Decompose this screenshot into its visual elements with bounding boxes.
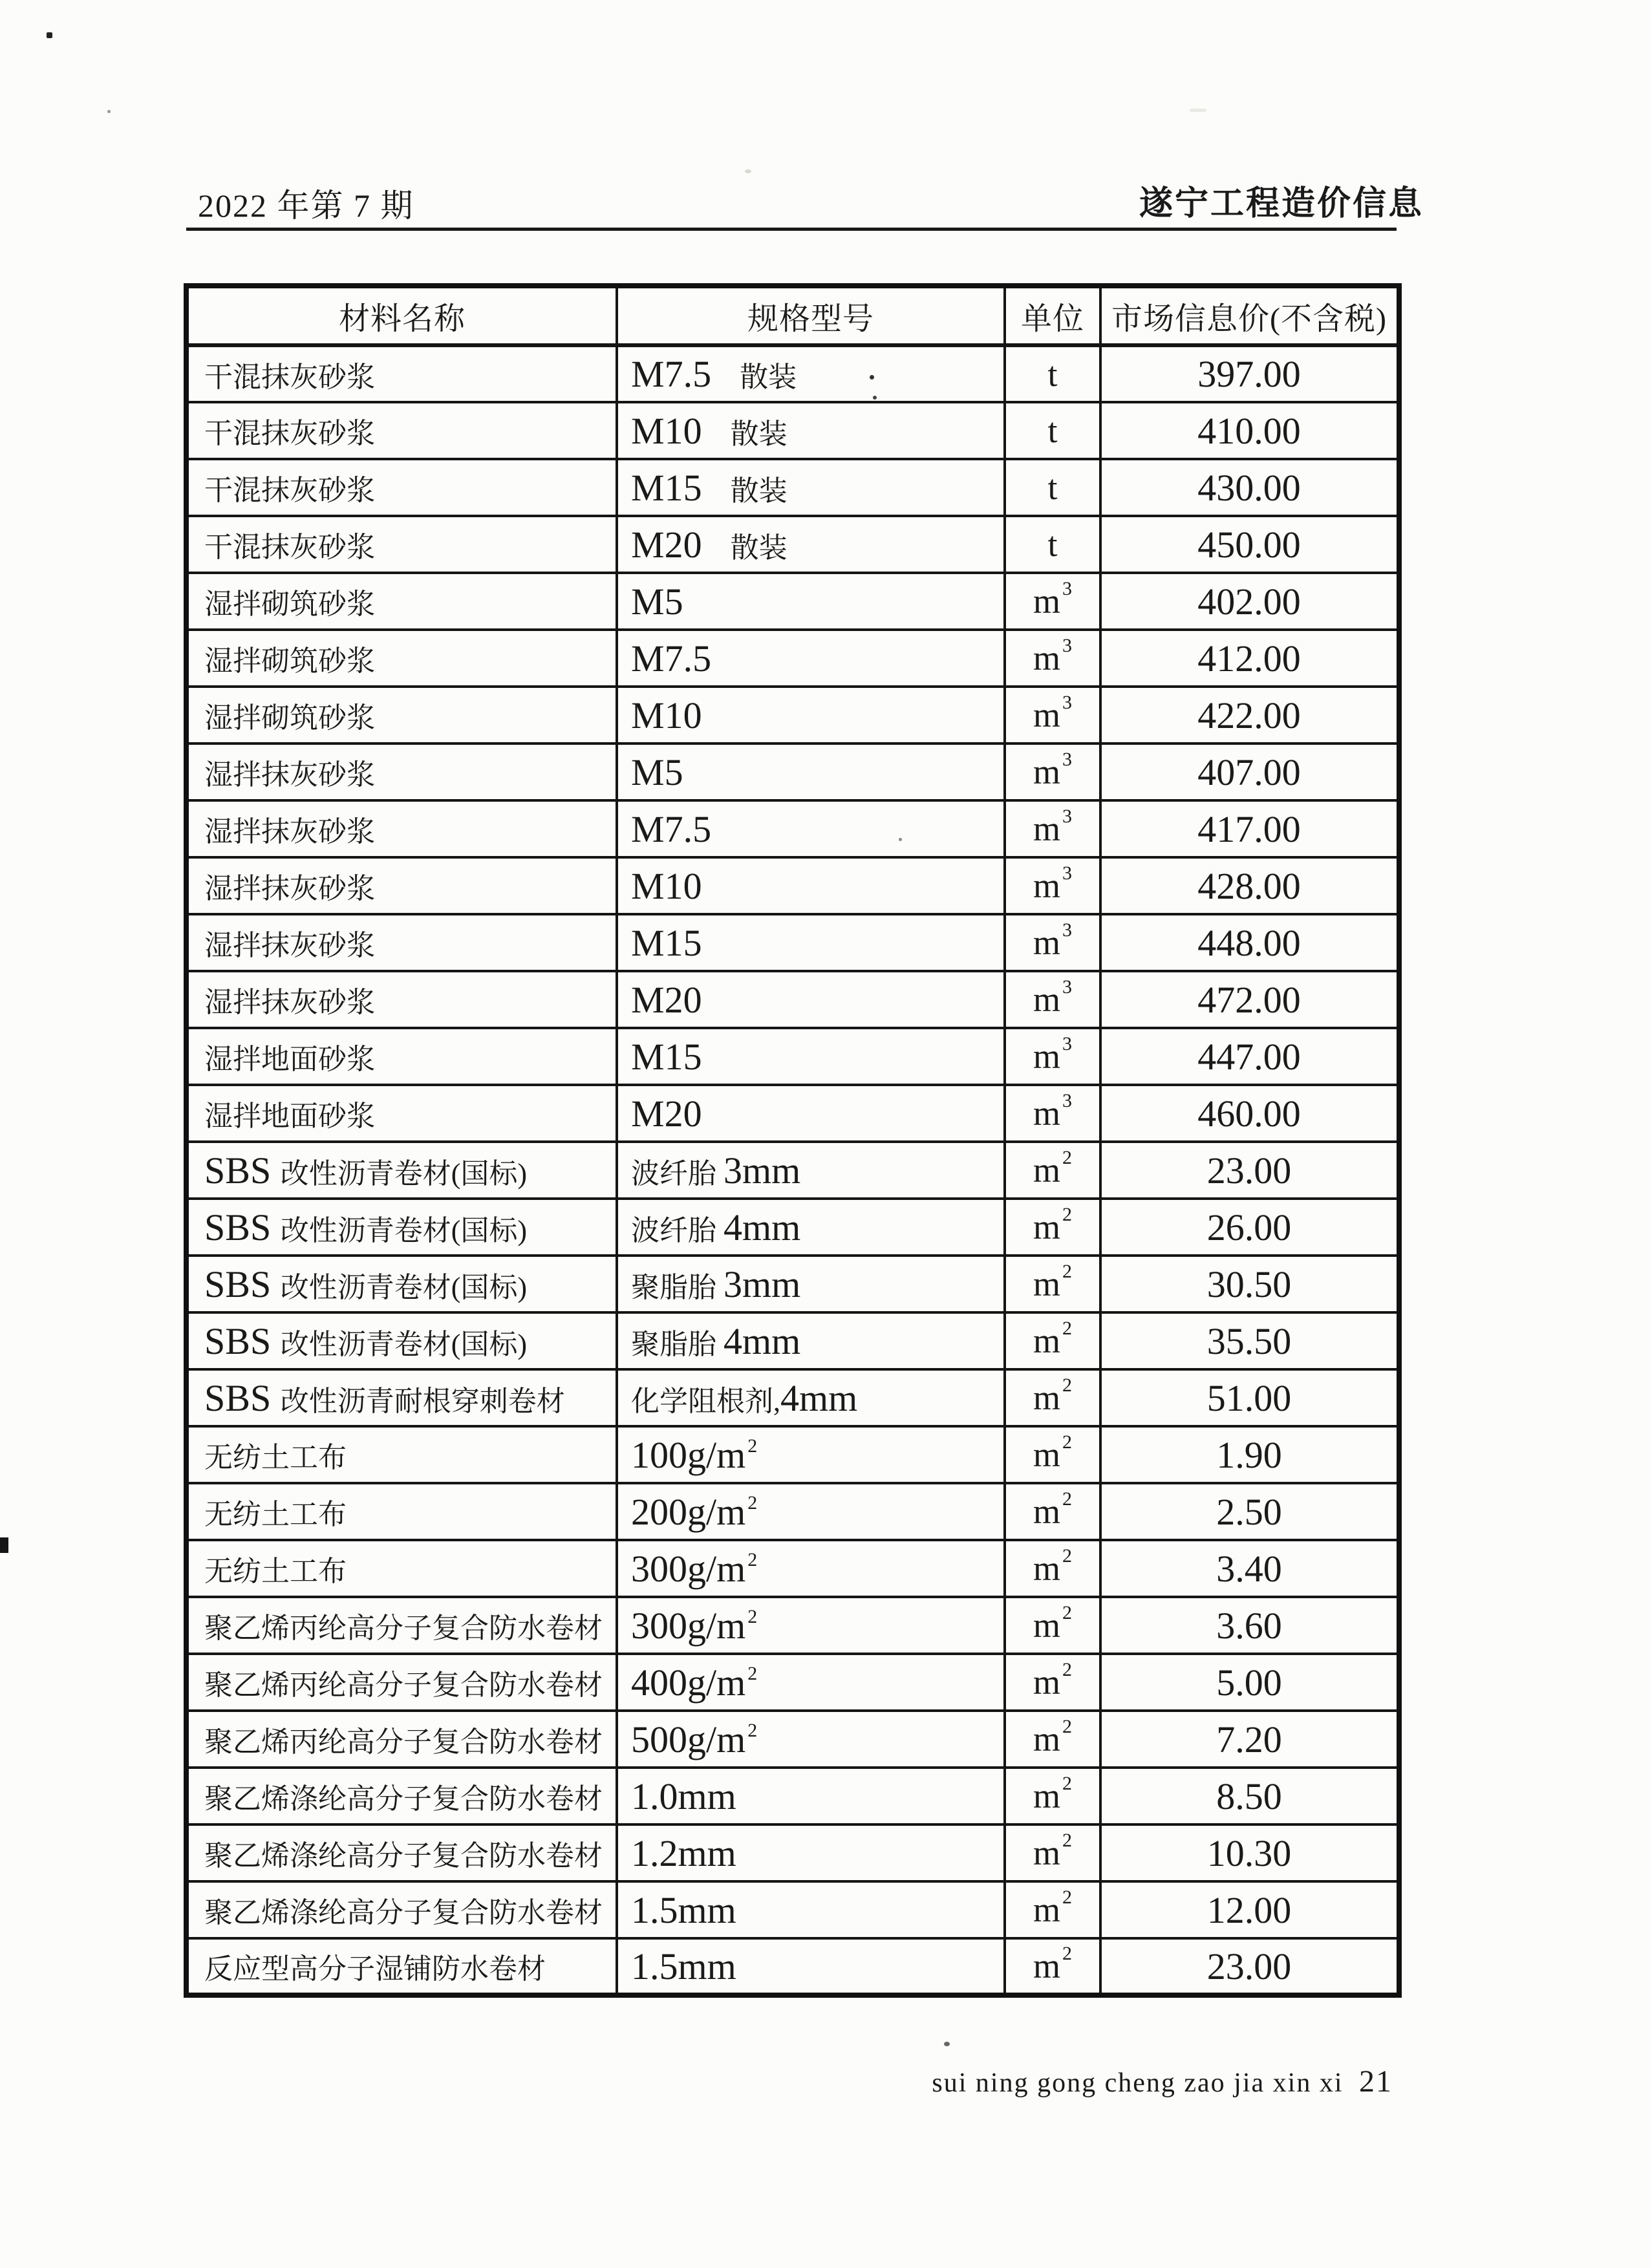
cell-specification: 1.0mm	[617, 1768, 1005, 1824]
table-row	[186, 1483, 1399, 1540]
cell-market-price: 10.30	[1100, 1824, 1399, 1881]
cell-material-name: 湿拌抹灰砂浆	[186, 857, 617, 914]
superscript: 2	[1062, 1659, 1072, 1680]
cell-material-name: 聚乙烯丙纶高分子复合防水卷材	[186, 1597, 617, 1654]
table-row	[186, 459, 1399, 516]
cell-unit: m $^2$	[1005, 1768, 1100, 1824]
table-body	[186, 345, 1399, 1995]
cell-unit: m $^3$	[1005, 800, 1100, 857]
cell-market-price: 30.50	[1100, 1256, 1399, 1312]
superscript: 2	[1062, 1488, 1072, 1510]
superscript: 3	[1062, 806, 1072, 827]
table-row	[186, 1028, 1399, 1085]
cell-specification: M20	[617, 971, 1005, 1028]
cell-unit: t	[1005, 402, 1100, 459]
cell-market-price: 397.00	[1100, 345, 1399, 402]
header-rule	[186, 228, 1397, 231]
scan-artifact	[47, 32, 52, 38]
cell-material-name: 聚乙烯丙纶高分子复合防水卷材	[186, 1711, 617, 1768]
cell-specification: M7.5	[617, 800, 1005, 857]
cell-specification: 300g/m $^2$	[617, 1540, 1005, 1597]
table-row	[186, 971, 1399, 1028]
cell-unit: m $^2$	[1005, 1312, 1100, 1369]
cell-unit: m $^2$	[1005, 1824, 1100, 1881]
cell-specification: M7.5	[617, 630, 1005, 687]
cell-specification: 1.2mm	[617, 1824, 1005, 1881]
scan-artifact	[870, 375, 874, 380]
cell-material-name: 反应型高分子湿铺防水卷材	[186, 1938, 617, 1995]
scan-artifact	[873, 396, 877, 400]
table-row	[186, 516, 1399, 573]
cell-market-price: 5.00	[1100, 1654, 1399, 1711]
table-row	[186, 630, 1399, 687]
cell-material-name: SBS 改性沥青卷材(国标)	[186, 1256, 617, 1312]
cell-market-price: 412.00	[1100, 630, 1399, 687]
superscript: 3	[1062, 578, 1072, 599]
cell-material-name: SBS 改性沥青卷材(国标)	[186, 1312, 617, 1369]
cell-specification: 1.5mm	[617, 1881, 1005, 1938]
superscript: 2	[1062, 1716, 1072, 1737]
table-row	[186, 1597, 1399, 1654]
superscript: 2	[747, 1662, 758, 1684]
cell-specification: 200g/m $^2$	[617, 1483, 1005, 1540]
cell-unit: t	[1005, 345, 1100, 402]
cell-material-name: 湿拌抹灰砂浆	[186, 914, 617, 971]
cell-unit: m $^2$	[1005, 1711, 1100, 1768]
cell-unit: m $^2$	[1005, 1199, 1100, 1256]
superscript: 2	[747, 1548, 758, 1570]
cell-material-name: 无纺土工布	[186, 1426, 617, 1483]
superscript: 3	[1062, 976, 1072, 998]
cell-unit: m $^3$	[1005, 971, 1100, 1028]
cell-material-name: 无纺土工布	[186, 1483, 617, 1540]
cell-unit: m $^2$	[1005, 1369, 1100, 1426]
table-row	[186, 800, 1399, 857]
superscript: 2	[747, 1719, 758, 1741]
cell-unit: m $^3$	[1005, 687, 1100, 744]
cell-unit: m $^2$	[1005, 1654, 1100, 1711]
cell-unit: m $^2$	[1005, 1540, 1100, 1597]
superscript: 2	[1062, 1773, 1072, 1794]
superscript: 3	[1062, 749, 1072, 770]
cell-specification: 聚脂胎 3mm	[617, 1256, 1005, 1312]
table-row	[186, 1938, 1399, 1995]
cell-specification: 500g/m $^2$	[617, 1711, 1005, 1768]
superscript: 2	[1062, 1830, 1072, 1851]
table-row	[186, 402, 1399, 459]
superscript: 2	[1062, 1943, 1072, 1964]
cell-material-name: 湿拌砌筑砂浆	[186, 573, 617, 630]
cell-specification: M20	[617, 1085, 1005, 1142]
scan-artifact	[944, 2042, 950, 2046]
cell-specification: 化学阻根剂,4mm	[617, 1369, 1005, 1426]
cell-material-name: 湿拌地面砂浆	[186, 1028, 617, 1085]
table-row	[186, 1142, 1399, 1199]
cell-material-name: SBS 改性沥青卷材(国标)	[186, 1142, 617, 1199]
superscript: 3	[1062, 1090, 1072, 1111]
cell-market-price: 35.50	[1100, 1312, 1399, 1369]
cell-specification: M10	[617, 687, 1005, 744]
cell-market-price: 7.20	[1100, 1711, 1399, 1768]
cell-unit: t	[1005, 516, 1100, 573]
table-row	[186, 1768, 1399, 1824]
scan-artifact	[745, 169, 751, 173]
cell-unit: m $^2$	[1005, 1483, 1100, 1540]
cell-specification: 300g/m $^2$	[617, 1597, 1005, 1654]
cell-unit: m $^2$	[1005, 1142, 1100, 1199]
scan-artifact	[0, 1537, 8, 1553]
cell-material-name: 聚乙烯丙纶高分子复合防水卷材	[186, 1654, 617, 1711]
material-price-table	[184, 283, 1402, 1998]
cell-unit: m $^3$	[1005, 857, 1100, 914]
cell-material-name: 湿拌抹灰砂浆	[186, 800, 617, 857]
cell-market-price: 23.00	[1100, 1142, 1399, 1199]
cell-material-name: 无纺土工布	[186, 1540, 617, 1597]
table-row	[186, 1312, 1399, 1369]
cell-market-price: 2.50	[1100, 1483, 1399, 1540]
cell-market-price: 410.00	[1100, 402, 1399, 459]
cell-market-price: 1.90	[1100, 1426, 1399, 1483]
column-header-material-name: 材料名称	[186, 286, 617, 345]
superscript: 2	[747, 1435, 758, 1457]
cell-unit: m $^2$	[1005, 1938, 1100, 1995]
cell-material-name: SBS 改性沥青耐根穿刺卷材	[186, 1369, 617, 1426]
cell-specification: 1.5mm	[617, 1938, 1005, 1995]
cell-material-name: 干混抹灰砂浆	[186, 459, 617, 516]
cell-market-price: 428.00	[1100, 857, 1399, 914]
cell-market-price: 472.00	[1100, 971, 1399, 1028]
cell-market-price: 448.00	[1100, 914, 1399, 971]
cell-specification: 波纤胎 3mm	[617, 1142, 1005, 1199]
cell-specification: M15	[617, 914, 1005, 971]
cell-specification: 100g/m $^2$	[617, 1426, 1005, 1483]
cell-market-price: 402.00	[1100, 573, 1399, 630]
cell-market-price: 12.00	[1100, 1881, 1399, 1938]
table-row	[186, 1711, 1399, 1768]
cell-unit: m $^3$	[1005, 914, 1100, 971]
cell-specification: M15	[617, 1028, 1005, 1085]
cell-material-name: 湿拌地面砂浆	[186, 1085, 617, 1142]
cell-unit: m $^3$	[1005, 744, 1100, 800]
cell-market-price: 26.00	[1100, 1199, 1399, 1256]
cell-material-name: 干混抹灰砂浆	[186, 516, 617, 573]
cell-specification: 波纤胎 4mm	[617, 1199, 1005, 1256]
superscript: 2	[1062, 1375, 1072, 1396]
cell-unit: m $^2$	[1005, 1881, 1100, 1938]
cell-material-name: SBS 改性沥青卷材(国标)	[186, 1199, 617, 1256]
cell-material-name: 湿拌砌筑砂浆	[186, 687, 617, 744]
superscript: 2	[1062, 1431, 1072, 1453]
superscript: 2	[1062, 1318, 1072, 1339]
cell-specification: M10 散装	[617, 402, 1005, 459]
superscript: 2	[1062, 1887, 1072, 1908]
table-row	[186, 857, 1399, 914]
cell-market-price: 3.40	[1100, 1540, 1399, 1597]
superscript: 2	[747, 1605, 758, 1627]
cell-market-price: 447.00	[1100, 1028, 1399, 1085]
scan-artifact	[107, 110, 111, 113]
cell-unit: m $^3$	[1005, 1085, 1100, 1142]
scan-artifact	[899, 838, 902, 841]
table-row	[186, 1540, 1399, 1597]
cell-unit: m $^3$	[1005, 1028, 1100, 1085]
cell-unit: m $^3$	[1005, 630, 1100, 687]
page-footer	[932, 2064, 1393, 2099]
page-number: 21	[1359, 2064, 1393, 2099]
cell-unit: m $^3$	[1005, 573, 1100, 630]
superscript: 2	[747, 1492, 758, 1514]
superscript: 2	[1062, 1204, 1072, 1225]
table-row	[186, 1199, 1399, 1256]
table-row	[186, 345, 1399, 402]
cell-specification: M5	[617, 744, 1005, 800]
cell-material-name: 聚乙烯涤纶高分子复合防水卷材	[186, 1881, 617, 1938]
cell-specification: M20 散装	[617, 516, 1005, 573]
cell-market-price: 417.00	[1100, 800, 1399, 857]
cell-specification: M7.5 散装	[617, 345, 1005, 402]
publication-title: 遂宁工程造价信息	[1139, 186, 1424, 222]
cell-market-price: 23.00	[1100, 1938, 1399, 1995]
cell-market-price: 422.00	[1100, 687, 1399, 744]
column-header-specification: 规格型号	[617, 286, 1005, 345]
cell-unit: t	[1005, 459, 1100, 516]
cell-specification: M15 散装	[617, 459, 1005, 516]
superscript: 2	[1062, 1602, 1072, 1623]
table-row	[186, 687, 1399, 744]
cell-specification: 400g/m $^2$	[617, 1654, 1005, 1711]
superscript: 3	[1062, 862, 1072, 884]
superscript: 2	[1062, 1261, 1072, 1282]
cell-specification: M10	[617, 857, 1005, 914]
cell-market-price: 407.00	[1100, 744, 1399, 800]
table-row	[186, 1654, 1399, 1711]
cell-specification: 聚脂胎 4mm	[617, 1312, 1005, 1369]
column-header-market-price: 市场信息价(不含税)	[1100, 286, 1399, 345]
table-row	[186, 1881, 1399, 1938]
cell-material-name: 湿拌抹灰砂浆	[186, 971, 617, 1028]
cell-specification: M5	[617, 573, 1005, 630]
table-row	[186, 1369, 1399, 1426]
table-row	[186, 914, 1399, 971]
table-row	[186, 1085, 1399, 1142]
cell-material-name: 干混抹灰砂浆	[186, 402, 617, 459]
cell-market-price: 51.00	[1100, 1369, 1399, 1426]
cell-market-price: 430.00	[1100, 459, 1399, 516]
footer-romanization: sui ning gong cheng zao jia xin xi	[932, 2068, 1344, 2098]
superscript: 2	[1062, 1147, 1072, 1168]
superscript: 2	[1062, 1545, 1072, 1567]
cell-market-price: 450.00	[1100, 516, 1399, 573]
cell-market-price: 3.60	[1100, 1597, 1399, 1654]
cell-market-price: 8.50	[1100, 1768, 1399, 1824]
table-row	[186, 1256, 1399, 1312]
superscript: 3	[1062, 1033, 1072, 1054]
column-header-unit: 单位	[1005, 286, 1100, 345]
table-row	[186, 744, 1399, 800]
table-row	[186, 1426, 1399, 1483]
table-row	[186, 573, 1399, 630]
cell-market-price: 460.00	[1100, 1085, 1399, 1142]
superscript: 3	[1062, 635, 1072, 656]
cell-unit: m $^2$	[1005, 1256, 1100, 1312]
cell-material-name: 聚乙烯涤纶高分子复合防水卷材	[186, 1824, 617, 1881]
cell-material-name: 聚乙烯涤纶高分子复合防水卷材	[186, 1768, 617, 1824]
scan-artifact	[1190, 109, 1206, 112]
issue-label: 2022 年第 7 期	[198, 187, 414, 224]
superscript: 3	[1062, 692, 1072, 713]
cell-material-name: 湿拌抹灰砂浆	[186, 744, 617, 800]
cell-material-name: 干混抹灰砂浆	[186, 345, 617, 402]
cell-material-name: 湿拌砌筑砂浆	[186, 630, 617, 687]
superscript: 3	[1062, 919, 1072, 941]
table-row	[186, 1824, 1399, 1881]
table-header-row	[186, 286, 1399, 345]
cell-unit: m $^2$	[1005, 1426, 1100, 1483]
cell-unit: m $^2$	[1005, 1597, 1100, 1654]
